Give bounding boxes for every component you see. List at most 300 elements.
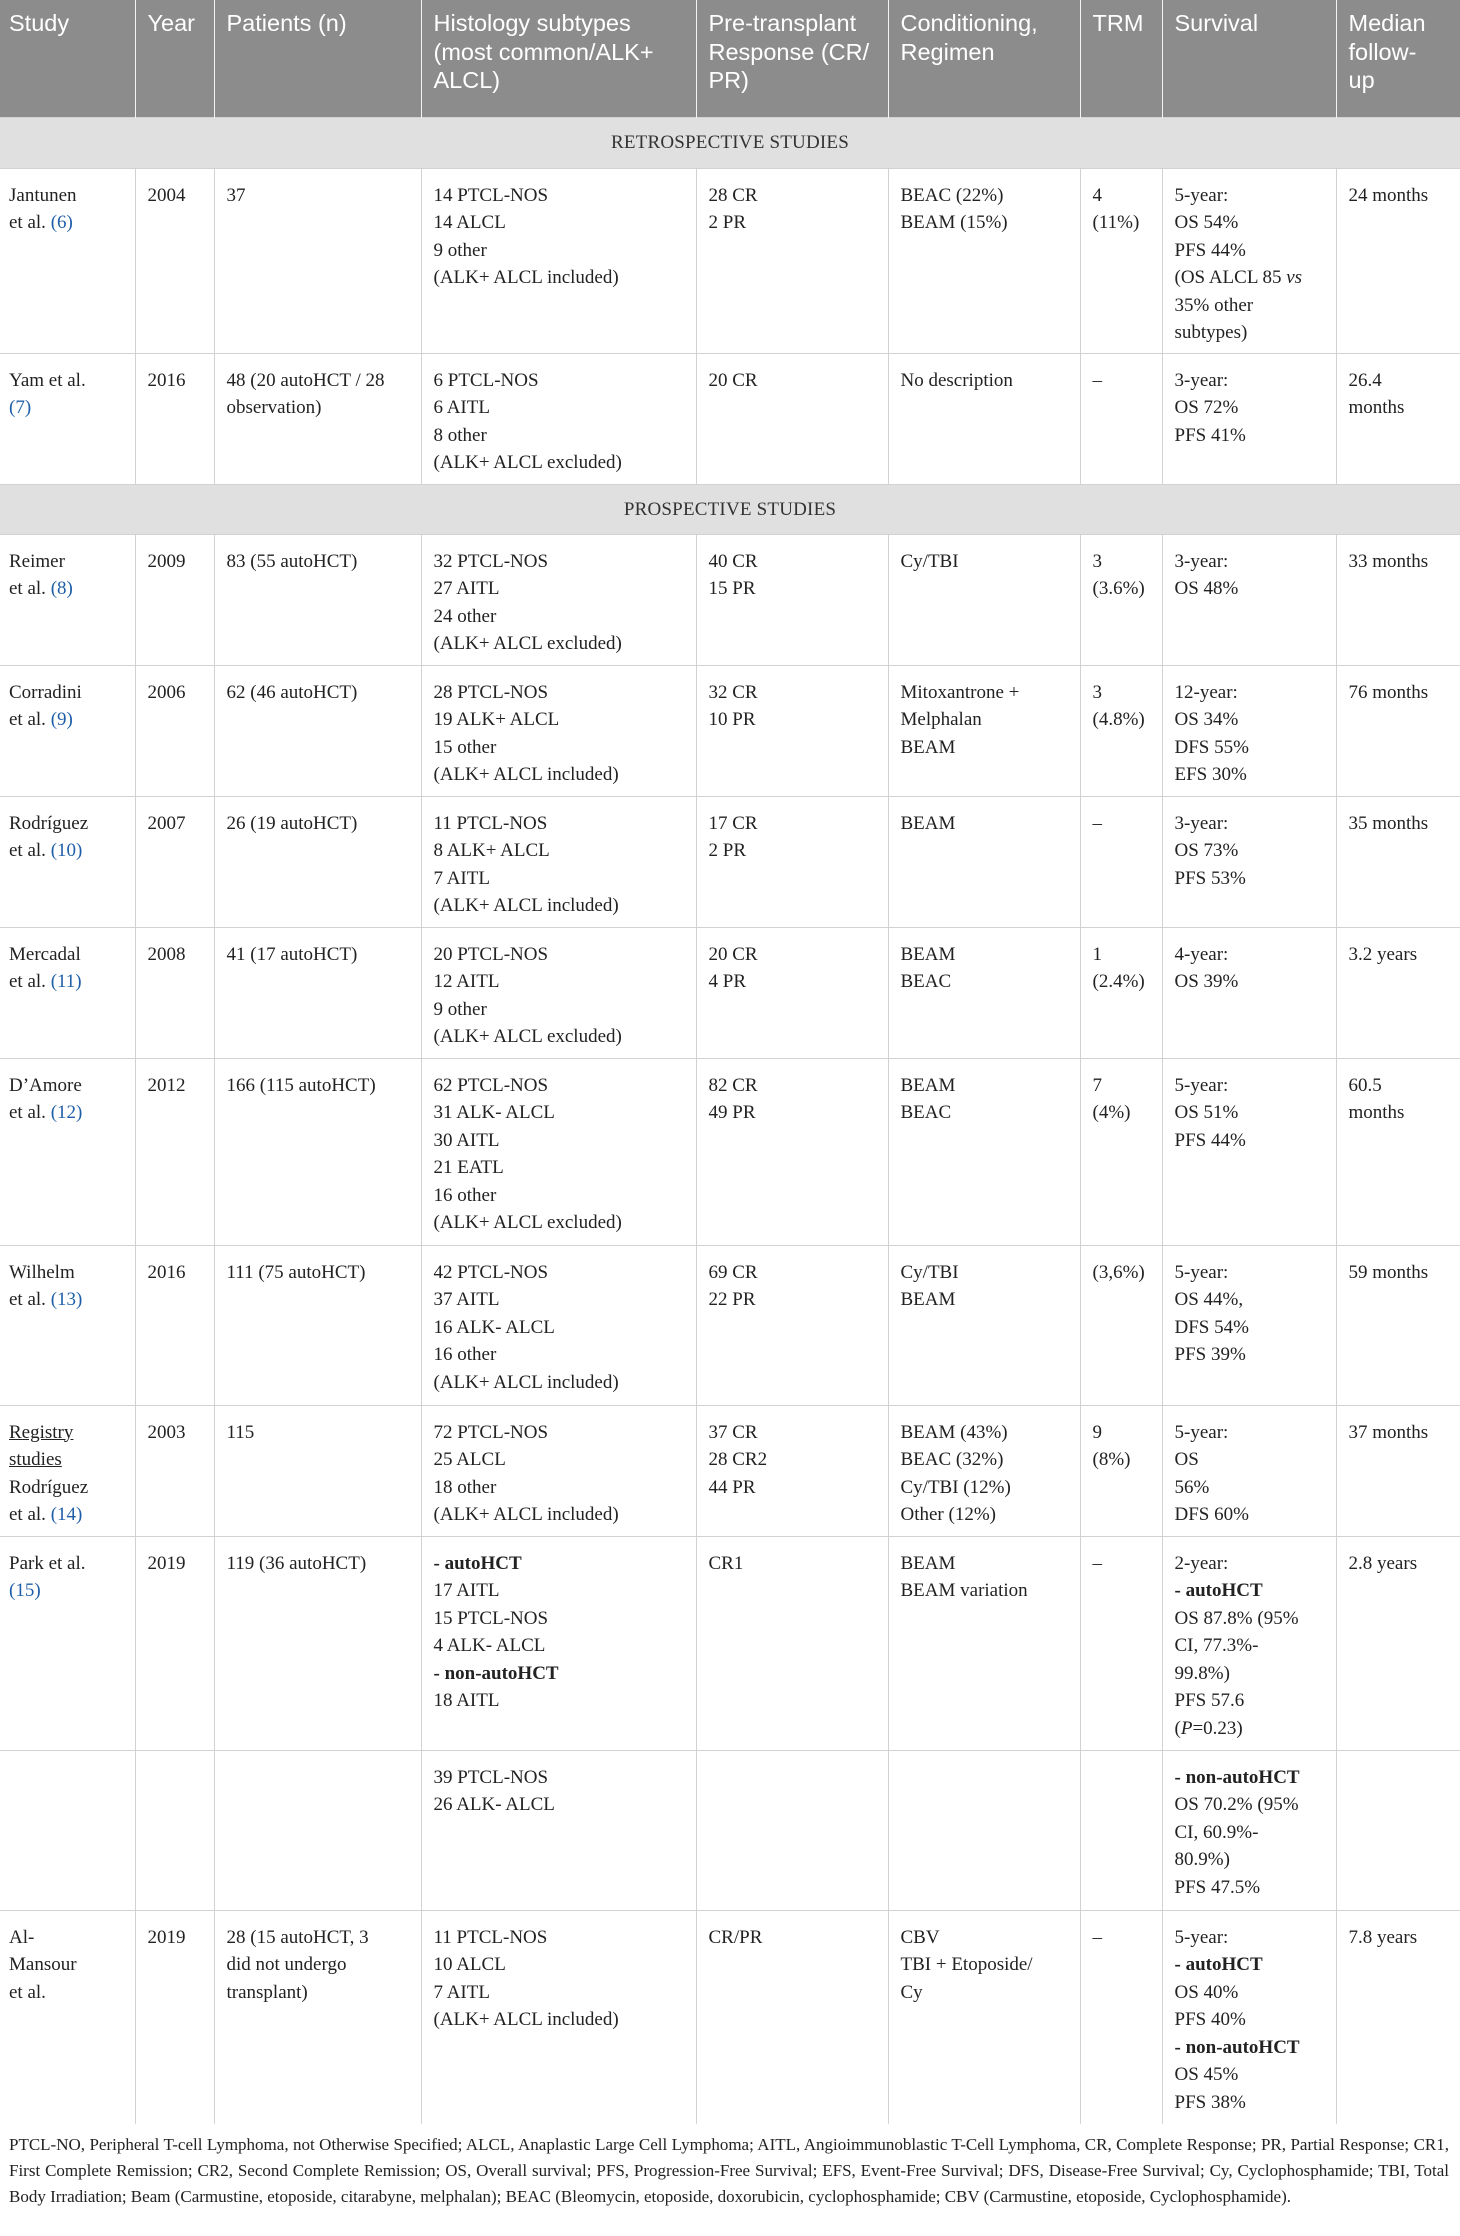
cell-median-follow-up: [1336, 1536, 1460, 1750]
text-segment: Registry: [9, 1421, 74, 1443]
cell-study: [0, 1405, 135, 1536]
cell-patients: [214, 1910, 421, 2124]
cell-line: 5-year:: [1174, 1261, 1229, 1283]
cell-year: [135, 534, 214, 665]
cell-line: up: [1348, 67, 1375, 93]
cell-histology: [421, 927, 696, 1058]
cell-line: 4 PR: [708, 971, 746, 992]
text-segment: (: [1174, 1717, 1181, 1739]
text-segment: - non-autoHCT: [433, 1662, 559, 1684]
cell-line: –: [1092, 369, 1102, 391]
cell-line: CBV: [900, 1926, 940, 1948]
cell-trm: [1080, 1405, 1162, 1536]
cell-line: 3.2 years: [1348, 943, 1418, 965]
cell-line: 82 CR: [708, 1074, 758, 1096]
cell-median-follow-up: [1336, 1058, 1460, 1245]
cell-line: ALCL): [433, 67, 501, 93]
cell-line: 41 (17 autoHCT): [226, 943, 358, 965]
cell-line: 32 PTCL-NOS: [433, 550, 549, 572]
cell-line: 72 PTCL-NOS: [433, 1421, 549, 1443]
header-study: [0, 0, 135, 117]
cell-line: 25 ALCL: [433, 1449, 506, 1470]
cell-line: Response (CR/: [708, 38, 870, 65]
cell-line: EFS 30%: [1174, 764, 1247, 785]
cell-line: Conditioning,: [900, 10, 1038, 36]
cell-line: 18 other: [433, 1476, 497, 1498]
cell-line: 17 AITL: [433, 1580, 500, 1601]
cell-line: 10 PR: [708, 709, 756, 730]
cell-line: CR/PR: [708, 1926, 763, 1948]
cell-median-follow-up: [1336, 1405, 1460, 1536]
cell-line: (3,6%): [1092, 1261, 1145, 1283]
cell-line: 9 other: [433, 998, 487, 1020]
cell-line: 16 other: [433, 1344, 497, 1365]
cell-line: (11%): [1092, 212, 1140, 233]
cell-line: 7 AITL: [433, 867, 490, 889]
cell-study: [0, 534, 135, 665]
cell-line: 76 months: [1348, 681, 1429, 703]
cell-line: follow-: [1348, 38, 1417, 65]
cell-histology: [421, 1910, 696, 2124]
cell-line: [9, 1419, 135, 1447]
cell-line: BEAC: [900, 1102, 952, 1123]
cell-line: 35% other: [1174, 294, 1254, 316]
cell-line: 8 other: [433, 424, 487, 446]
cell-median-follow-up: [1336, 796, 1460, 927]
cell-line: Study: [9, 10, 70, 36]
cell-line: 26 ALK- ALCL: [433, 1794, 555, 1815]
table-footnote: PTCL-NO, Peripheral T-cell Lymphoma, not Otherwise Specified; ALCL, Anaplastic Large Cell Lymphoma; AITL, Angioimmunoblastic T-Cell Lymphoma, CR, Complete Response; PR, Partial Response; CR1, First Complete Remission; CR2, Second Complete Remission; OS, Overall survival; PFS, Progression-Free Survival; EFS, Event-Free Survival; DFS, Disease-Free Survival; Cy, Cyclophosphamide; TBI, Total Body Irradiation; Beam (Carmustine, etoposide, citarabyne, melphalan); BEAC (Bleomycin, etoposide, doxorubicin, cyclophosphamide; CBV (Carmustine, etoposide, Cyclophosphamide).: [9, 2135, 1449, 2206]
cell-line: Patients (n): [226, 10, 347, 36]
cell-trm: [1080, 1910, 1162, 2124]
text-segment: et al.: [9, 1504, 51, 1525]
cell-line: OS 73%: [1174, 840, 1239, 861]
cell-patients: [214, 168, 421, 353]
table-header-row: [0, 0, 1460, 117]
reference-link[interactable]: (11): [50, 971, 82, 992]
cell-line: 1: [1092, 943, 1102, 965]
header-pre-transplant-response: [696, 0, 888, 117]
section-title: PROSPECTIVE STUDIES: [0, 484, 1460, 534]
cell-line: Mercadal: [9, 943, 81, 965]
cell-year: [135, 1750, 214, 1910]
cell-conditioning-regimen: [888, 796, 1080, 927]
cell-pre-transplant-response: [696, 1245, 888, 1405]
text-segment: (OS ALCL 85: [1174, 267, 1287, 288]
cell-line: DFS 55%: [1174, 736, 1249, 758]
cell-line: 24 other: [433, 605, 497, 627]
cell-line: 11 PTCL-NOS: [433, 812, 548, 834]
cell-line: observation): [226, 397, 322, 418]
reference-link[interactable]: (9): [50, 709, 73, 730]
cell-line: CI, 77.3%-: [1174, 1635, 1259, 1656]
cell-study: [0, 168, 135, 353]
cell-survival: [1162, 1536, 1336, 1750]
text-segment: et al.: [9, 1289, 51, 1310]
cell-line: 166 (115 autoHCT): [226, 1074, 376, 1096]
cell-line: 37 CR: [708, 1421, 758, 1443]
cell-line: (ALK+ ALCL included): [433, 1504, 619, 1525]
cell-line: 19 ALK+ ALCL: [433, 709, 560, 730]
table-row: [0, 1058, 1460, 1245]
reference-link[interactable]: (13): [50, 1289, 83, 1310]
cell-conditioning-regimen: [888, 665, 1080, 796]
cell-median-follow-up: [1336, 1910, 1460, 2124]
cell-pre-transplant-response: [696, 665, 888, 796]
cell-line: 32 CR: [708, 681, 758, 703]
cell-line: (ALK+ ALCL included): [433, 267, 619, 288]
cell-line: [9, 1099, 135, 1127]
cell-line: 5-year:: [1174, 1074, 1229, 1096]
cell-survival: [1162, 796, 1336, 927]
cell-line: –: [1092, 1552, 1102, 1574]
cell-line: (ALK+ ALCL excluded): [433, 1026, 622, 1047]
cell-line: (most common/ALK+: [433, 38, 654, 65]
cell-line: 60.5: [1348, 1074, 1382, 1096]
text-segment: et al.: [9, 709, 51, 730]
cell-pre-transplant-response: [696, 796, 888, 927]
cell-line: 115: [226, 1421, 255, 1443]
cell-line: OS 34%: [1174, 709, 1239, 730]
header-patients: [214, 0, 421, 117]
cell-line: Rodríguez: [9, 812, 89, 834]
cell-line: 20 PTCL-NOS: [433, 943, 549, 965]
cell-line: 49 PR: [708, 1102, 756, 1123]
cell-conditioning-regimen: [888, 168, 1080, 353]
cell-line: 2016: [147, 369, 186, 391]
cell-line: 37 AITL: [433, 1289, 500, 1310]
cell-year: [135, 168, 214, 353]
cell-line: [434, 1660, 696, 1688]
cell-line: 2004: [147, 184, 186, 206]
cell-line: 56%: [1174, 1476, 1210, 1498]
cell-line: [9, 1501, 135, 1529]
cell-line: 7 AITL: [433, 1981, 490, 2003]
cell-line: No description: [900, 369, 1013, 391]
cell-conditioning-regimen: [888, 927, 1080, 1058]
cell-line: 12 AITL: [433, 971, 500, 992]
cell-pre-transplant-response: [696, 168, 888, 353]
cell-line: [1175, 1764, 1336, 1792]
cell-line: 2008: [147, 943, 186, 965]
cell-line: TRM: [1092, 10, 1144, 36]
cell-line: 2019: [147, 1926, 186, 1948]
section-band-row: [0, 484, 1460, 534]
cell-line: PFS 41%: [1174, 424, 1246, 446]
cell-line: BEAM: [900, 812, 956, 834]
section-title: RETROSPECTIVE STUDIES: [0, 117, 1460, 168]
cell-line: 15 PTCL-NOS: [433, 1607, 549, 1629]
header-conditioning-regimen: [888, 0, 1080, 117]
reference-link[interactable]: (12): [50, 1102, 83, 1123]
cell-line: 14 PTCL-NOS: [433, 184, 549, 206]
cell-line: 40 CR: [708, 550, 758, 572]
cell-histology: [421, 1058, 696, 1245]
table-row: [0, 168, 1460, 353]
cell-survival: [1162, 927, 1336, 1058]
cell-line: 12-year:: [1174, 681, 1238, 703]
cell-line: 2006: [147, 681, 186, 703]
cell-line: BEAC (22%): [900, 184, 1004, 206]
cell-line: et al.: [9, 1981, 46, 2003]
cell-line: 18 AITL: [433, 1690, 500, 1711]
reference-link[interactable]: (6): [50, 212, 73, 233]
cell-line: 2003: [147, 1421, 186, 1443]
cell-line: 44 PR: [708, 1476, 756, 1498]
cell-line: (ALK+ ALCL excluded): [433, 1212, 622, 1233]
cell-line: (ALK+ ALCL excluded): [433, 452, 622, 473]
text-segment: - autoHCT: [1174, 1954, 1263, 1975]
text-segment: P: [1180, 1717, 1193, 1739]
cell-line: did not undergo: [226, 1954, 347, 1975]
cell-line: –: [1092, 812, 1102, 834]
cell-line: PFS 47.5%: [1174, 1876, 1261, 1898]
reference-link[interactable]: (10): [50, 840, 83, 861]
cell-line: 62 PTCL-NOS: [433, 1074, 549, 1096]
table-row: [0, 796, 1460, 927]
cell-line: OS 45%: [1174, 2064, 1239, 2085]
cell-median-follow-up: [1336, 927, 1460, 1058]
cell-line: 2-year:: [1174, 1552, 1229, 1574]
cell-line: PFS 39%: [1174, 1344, 1246, 1365]
cell-line: Pre-transplant: [708, 10, 857, 36]
cell-trm: [1080, 1058, 1162, 1245]
text-segment: et al.: [9, 212, 51, 233]
cell-line: (8%): [1092, 1449, 1131, 1470]
text-segment: et al.: [9, 1102, 51, 1123]
text-segment: =0.23): [1192, 1717, 1243, 1739]
cell-pre-transplant-response: [696, 927, 888, 1058]
header-year: [135, 0, 214, 117]
cell-trm: [1080, 353, 1162, 484]
header-histology: [421, 0, 696, 117]
reference-link[interactable]: (15): [9, 1580, 41, 1601]
cell-line: 15 PR: [708, 578, 756, 599]
cell-trm: [1080, 1245, 1162, 1405]
cell-year: [135, 1058, 214, 1245]
text-segment: - autoHCT: [433, 1552, 522, 1574]
cell-line: [9, 394, 135, 422]
table-row: [0, 927, 1460, 1058]
cell-line: PFS 44%: [1174, 239, 1246, 261]
cell-line: PFS 44%: [1174, 1129, 1246, 1151]
cell-line: 3: [1092, 681, 1102, 703]
cell-line: Melphalan: [900, 709, 982, 730]
reference-link[interactable]: (8): [50, 578, 73, 599]
text-segment: - non-autoHCT: [1174, 1766, 1300, 1788]
cell-line: (ALK+ ALCL included): [433, 1371, 619, 1393]
cell-line: –: [1092, 1926, 1102, 1948]
cell-line: CI, 60.9%-: [1174, 1821, 1259, 1843]
cell-trm: [1080, 534, 1162, 665]
cell-line: BEAM: [900, 943, 956, 965]
cell-line: OS 72%: [1174, 397, 1239, 418]
cell-line: 35 months: [1348, 812, 1429, 834]
cell-study: [0, 1058, 135, 1245]
cell-line: 119 (36 autoHCT): [226, 1552, 367, 1574]
text-segment: et al.: [9, 578, 51, 599]
table-row: [0, 1405, 1460, 1536]
cell-median-follow-up: [1336, 534, 1460, 665]
cell-year: [135, 1245, 214, 1405]
cell-line: 14 ALCL: [433, 212, 506, 233]
cell-line: Mitoxantrone +: [900, 681, 1020, 703]
cell-survival: [1162, 1245, 1336, 1405]
cell-patients: [214, 1058, 421, 1245]
cell-patients: [214, 1245, 421, 1405]
cell-line: BEAM: [900, 736, 956, 758]
cell-line: 3-year:: [1174, 369, 1229, 391]
cell-line: (ALK+ ALCL included): [433, 764, 619, 785]
cell-conditioning-regimen: [888, 1058, 1080, 1245]
cell-conditioning-regimen: [888, 1910, 1080, 2124]
cell-line: 6 PTCL-NOS: [433, 369, 539, 391]
cell-survival: [1162, 1910, 1336, 2124]
cell-pre-transplant-response: [696, 1405, 888, 1536]
cell-line: [434, 1550, 696, 1578]
cell-line: OS: [1174, 1449, 1199, 1470]
cell-line: OS 40%: [1174, 1981, 1239, 2003]
cell-line: 37: [226, 184, 246, 206]
cell-line: 4: [1092, 184, 1102, 206]
cell-line: PFS 38%: [1174, 2091, 1246, 2113]
cell-line: 83 (55 autoHCT): [226, 550, 358, 572]
cell-line: 4 ALK- ALCL: [433, 1635, 546, 1656]
cell-line: 62 (46 autoHCT): [226, 681, 358, 703]
cell-year: [135, 1405, 214, 1536]
cell-year: [135, 1910, 214, 2124]
cell-line: 2019: [147, 1552, 186, 1574]
cell-patients: [214, 1750, 421, 1910]
cell-line: 26 (19 autoHCT): [226, 812, 358, 834]
cell-line: 111 (75 autoHCT): [226, 1261, 366, 1283]
cell-line: 31 ALK- ALCL: [433, 1102, 555, 1123]
cell-line: OS 51%: [1174, 1102, 1239, 1123]
cell-trm: [1080, 1750, 1162, 1910]
cell-line: BEAC: [900, 971, 952, 992]
cell-line: 10 ALCL: [433, 1954, 506, 1975]
cell-line: Mansour: [9, 1954, 77, 1975]
cell-trm: [1080, 1536, 1162, 1750]
cell-line: 80.9%): [1174, 1849, 1230, 1870]
cell-line: 17 CR: [708, 812, 758, 834]
cell-line: 5-year:: [1174, 1421, 1229, 1443]
cell-line: 16 other: [433, 1184, 497, 1206]
cell-year: [135, 353, 214, 484]
cell-line: 5-year:: [1174, 1926, 1229, 1948]
cell-survival: [1162, 1058, 1336, 1245]
cell-study: [0, 1245, 135, 1405]
cell-line: (3.6%): [1092, 578, 1145, 599]
cell-survival: [1162, 1750, 1336, 1910]
cell-line: OS 39%: [1174, 971, 1239, 992]
cell-line: 3-year:: [1174, 550, 1229, 572]
cell-line: transplant): [226, 1981, 308, 2003]
cell-line: Rodríguez: [9, 1476, 89, 1498]
cell-line: OS 54%: [1174, 212, 1239, 233]
cell-histology: [421, 353, 696, 484]
cell-line: [9, 1577, 135, 1605]
cell-line: CR1: [708, 1552, 744, 1574]
cell-line: 2007: [147, 812, 186, 834]
cell-patients: [214, 665, 421, 796]
header-trm: [1080, 0, 1162, 117]
cell-trm: [1080, 796, 1162, 927]
cell-line: (ALK+ ALCL included): [433, 2009, 619, 2030]
cell-line: Cy: [900, 1981, 923, 2003]
cell-conditioning-regimen: [888, 1750, 1080, 1910]
cell-line: [1175, 1577, 1336, 1605]
cell-line: [9, 968, 135, 996]
cell-line: 28 PTCL-NOS: [433, 681, 549, 703]
cell-line: BEAM variation: [900, 1580, 1028, 1601]
cell-line: Al-: [9, 1926, 35, 1948]
cell-line: BEAM: [900, 1289, 956, 1310]
cell-line: 69 CR: [708, 1261, 758, 1283]
cell-year: [135, 665, 214, 796]
cell-conditioning-regimen: [888, 534, 1080, 665]
cell-patients: [214, 1536, 421, 1750]
text-segment: - non-autoHCT: [1174, 2036, 1300, 2058]
header-survival: [1162, 0, 1336, 117]
cell-line: 24 months: [1348, 184, 1429, 206]
cell-conditioning-regimen: [888, 1245, 1080, 1405]
cell-line: 33 months: [1348, 550, 1429, 572]
cell-line: OS 70.2% (95%: [1174, 1794, 1299, 1815]
cell-study: [0, 796, 135, 927]
cell-patients: [214, 1405, 421, 1536]
reference-link[interactable]: (7): [9, 397, 32, 418]
cell-line: Reimer: [9, 550, 65, 572]
cell-line: 20 CR: [708, 369, 758, 391]
cell-line: 7: [1092, 1074, 1102, 1096]
cell-line: Park et al.: [9, 1552, 86, 1574]
cell-line: PFS 40%: [1174, 2009, 1246, 2030]
cell-line: D’Amore: [9, 1074, 82, 1096]
cell-line: 28 CR: [708, 184, 758, 206]
cell-study: [0, 927, 135, 1058]
cell-line: Survival: [1174, 10, 1259, 36]
cell-histology: [421, 665, 696, 796]
cell-line: TBI + Etoposide/: [900, 1954, 1033, 1975]
cell-line: Median: [1348, 10, 1426, 36]
cell-histology: [421, 1750, 696, 1910]
cell-line: 7.8 years: [1348, 1926, 1418, 1948]
cell-line: Cy/TBI: [900, 1261, 959, 1283]
cell-line: 2 PR: [708, 840, 746, 861]
cell-line: 48 (20 autoHCT / 28: [226, 369, 385, 391]
table-row: [0, 1750, 1460, 1910]
reference-link[interactable]: (14): [50, 1504, 83, 1525]
cell-line: [1175, 264, 1336, 292]
cell-line: 42 PTCL-NOS: [433, 1261, 549, 1283]
cell-study: [0, 1750, 135, 1910]
cell-year: [135, 927, 214, 1058]
cell-line: Jantunen: [9, 184, 77, 206]
cell-line: BEAC (32%): [900, 1449, 1004, 1470]
cell-line: 11 PTCL-NOS: [433, 1926, 548, 1948]
cell-patients: [214, 927, 421, 1058]
cell-histology: [421, 168, 696, 353]
cell-line: 6 AITL: [433, 397, 490, 418]
cell-conditioning-regimen: [888, 1536, 1080, 1750]
cell-line: (4%): [1092, 1102, 1131, 1123]
cell-patients: [214, 534, 421, 665]
cell-line: 30 AITL: [433, 1129, 500, 1151]
table-row: [0, 1536, 1460, 1750]
cell-line: OS 44%,: [1174, 1289, 1244, 1310]
cell-year: [135, 1536, 214, 1750]
